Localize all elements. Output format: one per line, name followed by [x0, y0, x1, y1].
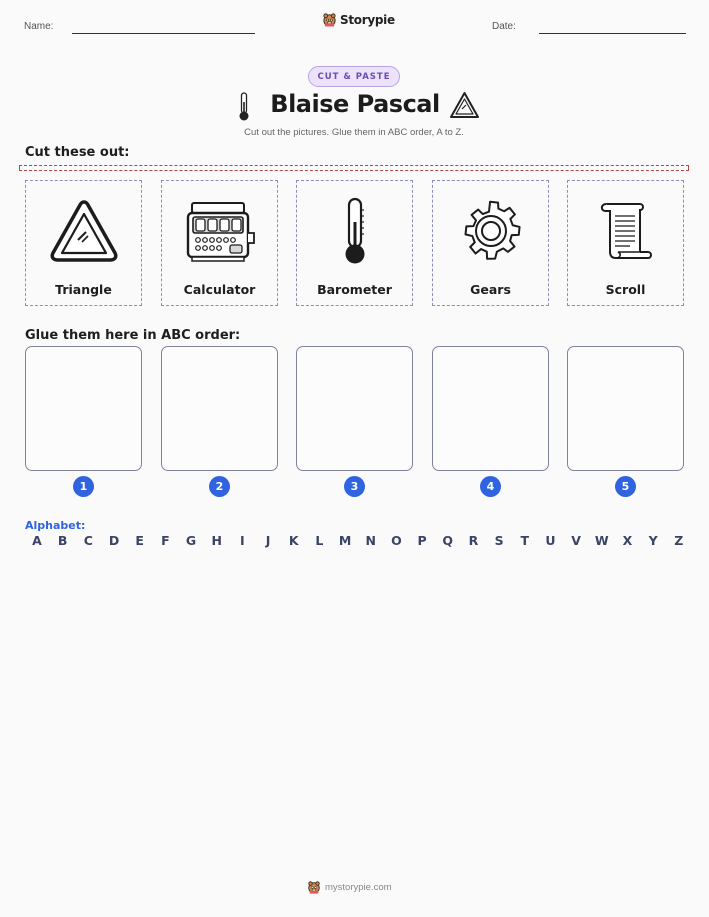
triangle-icon	[48, 198, 120, 264]
card-label: Barometer	[317, 282, 392, 297]
glue-slot-3[interactable]	[296, 346, 413, 471]
footer	[307, 880, 392, 894]
alphabet-letter: G	[185, 533, 197, 548]
slot-number-3: 3	[344, 476, 365, 497]
cut-card-triangle[interactable]	[25, 180, 142, 306]
storypie-mascot-icon	[322, 12, 337, 27]
card-label: Calculator	[183, 282, 256, 297]
alphabet-row	[28, 533, 688, 548]
alphabet-letter: B	[57, 533, 68, 548]
alphabet-letter: K	[288, 533, 299, 548]
card-label: Triangle	[55, 282, 112, 297]
brand-logo	[322, 12, 395, 27]
alphabet-heading: Alphabet:	[25, 519, 86, 532]
slot-number-1: 1	[73, 476, 94, 497]
slot-number-5: 5	[615, 476, 636, 497]
barometer-icon	[335, 196, 375, 266]
glue-slot-5[interactable]	[567, 346, 684, 471]
alphabet-letter: J	[265, 533, 271, 548]
instructions: Cut out the pictures. Glue them in ABC order, A to Z.	[244, 127, 464, 138]
cut-card-scroll[interactable]	[567, 180, 684, 306]
cut-heading: Cut these out:	[25, 145, 130, 160]
alphabet-letter: D	[108, 533, 120, 548]
alphabet-letter: I	[240, 533, 245, 548]
date-label: Date:	[492, 21, 516, 32]
cut-card-gears[interactable]	[432, 180, 549, 306]
alphabet-letter: S	[494, 533, 504, 548]
alphabet-letter: H	[211, 533, 222, 548]
scroll-icon	[596, 198, 656, 264]
glue-slot-1[interactable]	[25, 346, 142, 471]
alphabet-letter: Y	[648, 533, 658, 548]
footer-url[interactable]: mystorypie.com	[325, 881, 392, 893]
calculator-icon	[184, 199, 256, 263]
card-label: Scroll	[605, 282, 646, 297]
slot-number-2: 2	[209, 476, 230, 497]
alphabet-letter: R	[468, 533, 479, 548]
alphabet-letter: W	[594, 533, 609, 548]
triangle-icon	[449, 91, 480, 120]
alphabet-letter: O	[391, 533, 402, 548]
storypie-mascot-icon	[307, 880, 321, 894]
glue-heading: Glue them here in ABC order:	[25, 328, 241, 343]
cut-line	[19, 165, 689, 171]
gear-icon	[458, 198, 524, 264]
page-title: Blaise Pascal	[270, 90, 440, 118]
name-line[interactable]	[72, 33, 255, 34]
alphabet-letter: Z	[674, 533, 684, 548]
brand-name: Storypie	[340, 12, 395, 27]
alphabet-letter: V	[571, 533, 581, 548]
cut-card-calculator[interactable]	[161, 180, 278, 306]
alphabet-letter: Q	[442, 533, 454, 548]
alphabet-letter: E	[135, 533, 144, 548]
slot-number-4: 4	[480, 476, 501, 497]
alphabet-letter: A	[32, 533, 42, 548]
thermometer-icon	[237, 92, 251, 122]
alphabet-letter: T	[520, 533, 530, 548]
glue-slot-2[interactable]	[161, 346, 278, 471]
alphabet-letter: U	[545, 533, 556, 548]
alphabet-letter: F	[161, 533, 170, 548]
alphabet-letter: M	[338, 533, 352, 548]
glue-slot-4[interactable]	[432, 346, 549, 471]
alphabet-letter: P	[417, 533, 427, 548]
alphabet-letter: X	[622, 533, 633, 548]
alphabet-letter: L	[315, 533, 324, 548]
alphabet-letter: C	[83, 533, 93, 548]
date-line[interactable]	[539, 33, 686, 34]
card-label: Gears	[470, 282, 511, 297]
name-label: Name:	[24, 21, 54, 32]
cut-card-barometer[interactable]	[296, 180, 413, 306]
alphabet-letter: N	[365, 533, 376, 548]
activity-badge: CUT & PASTE	[308, 66, 400, 87]
